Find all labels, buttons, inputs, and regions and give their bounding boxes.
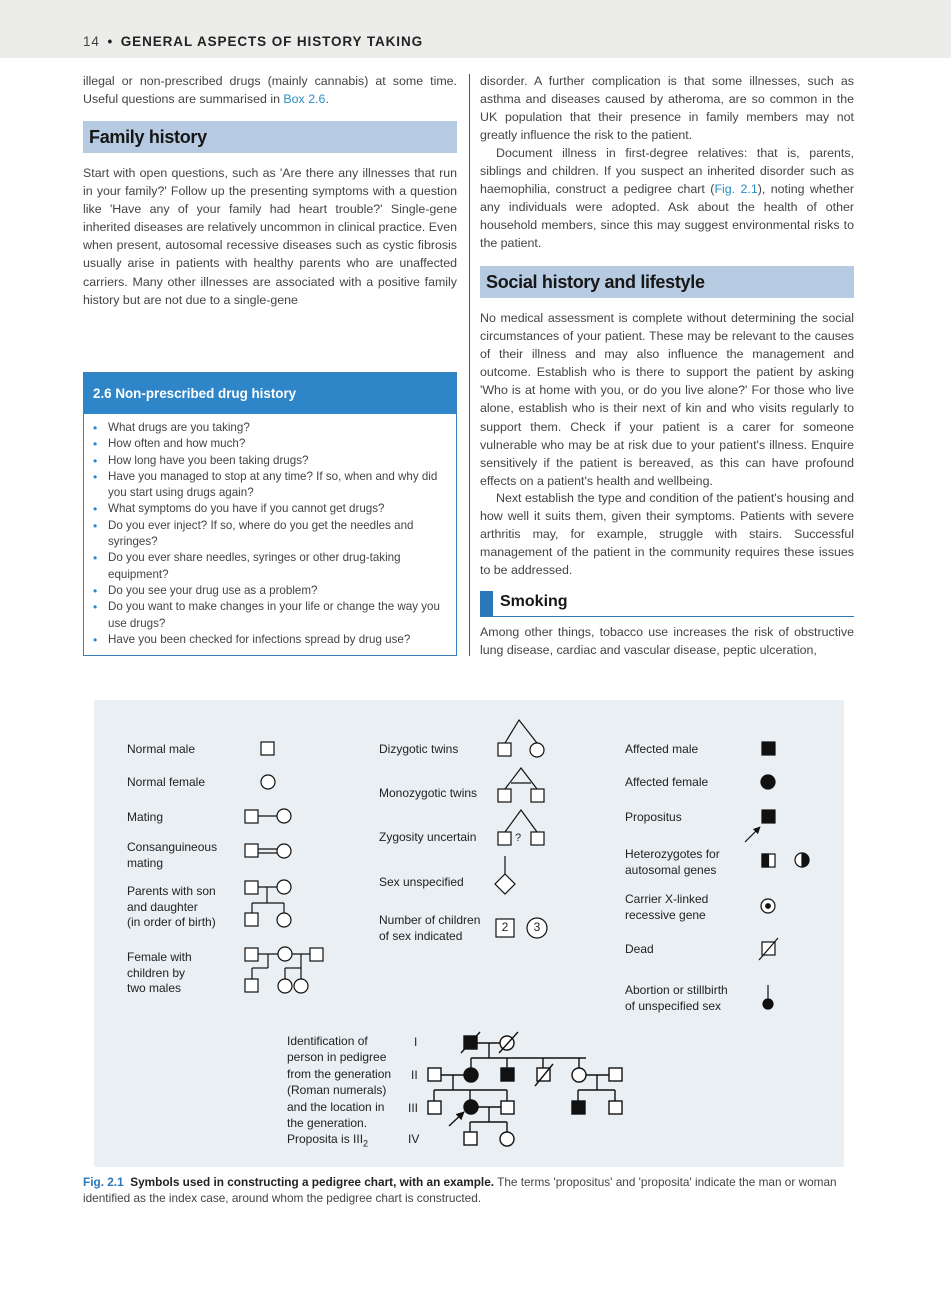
generation-label-iv: IV xyxy=(408,1132,420,1146)
example-proposita-subscript: 2 xyxy=(363,1138,369,1149)
caption-text: The terms 'propositus' and 'proposita' indicate the man or woman identified as the index case, around whom the pedigree chart is constructed. xyxy=(83,1175,837,1205)
family-history-paragraph: Start with open questions, such as 'Are there any illnesses that run in your family?' Follow up the presenting symptoms with a question like 'Have any of your family had heart trouble?' Single-gene inherited diseases are relatively uncommon in clinical practice. Even when present, autosomal recessive diseases such as cystic fibrosis usually arise in patients with healthy parents who are unaffected carriers. Many other illnesses are associated with a positive family history but are not due to a single-gene xyxy=(83,166,457,307)
sex-unspecified-symbol xyxy=(495,856,515,894)
parents-children-symbol xyxy=(245,880,291,927)
label-hetero-line2: autosomal genes xyxy=(625,862,717,877)
family-history-heading: Family history xyxy=(83,121,457,153)
label-abortion-line2: of unspecified sex xyxy=(625,998,722,1013)
label-hetero-line1: Heterozygotes for xyxy=(625,847,720,861)
p2-text-b: ), noting whether any individuals were adopted. Ask about the health of other household members, since this may suggest environmental risks to the patient. xyxy=(480,182,855,251)
monozygotic-twins-symbol xyxy=(498,768,544,802)
dizygotic-twins-symbol xyxy=(498,720,544,757)
caption-fig-number: Fig. 2.1 xyxy=(83,1175,124,1189)
page-number: 14 xyxy=(83,34,100,49)
box-question-text: Have you been checked for infections spread by drug use? xyxy=(108,632,411,646)
label-monozygotic-twins: Monozygotic twins xyxy=(379,786,478,800)
label-parents-line1: Parents with son xyxy=(127,884,216,898)
label-carrier-line2: recessive gene xyxy=(625,907,706,922)
label-dead: Dead xyxy=(625,942,654,956)
label-affected-male: Affected male xyxy=(625,742,699,756)
propositus-symbol xyxy=(745,810,775,842)
box-question-text: How long have you been taking drugs? xyxy=(108,453,309,467)
box-question-text: Do you ever share needles, syringes or other drug-taking equipment? xyxy=(108,551,401,581)
label-mating: Mating xyxy=(127,810,164,824)
dead-symbol xyxy=(759,938,778,960)
box-question-text: Do you see your drug use as a problem? xyxy=(108,583,318,597)
label-number-line2: of sex indicated xyxy=(379,928,463,943)
bullet-marker: • xyxy=(93,469,98,484)
bullet-marker: • xyxy=(93,421,98,435)
label-affected-female: Affected female xyxy=(625,775,709,789)
bullet-marker: • xyxy=(93,632,98,647)
bullet-marker: • xyxy=(93,583,98,598)
female-two-males-symbol xyxy=(245,947,323,993)
bullet-marker: • xyxy=(93,551,98,566)
label-carrier-line1: Carrier X-linked xyxy=(625,892,709,906)
heterozygotes-symbol xyxy=(762,853,809,867)
bullet-marker: • xyxy=(93,502,98,517)
right-paragraph-3: No medical assessment is complete without determining the social circumstances of your patient. These may be relevant to the causes of their illness and may also influence the management and outcome. Establish who is there to support the patient by asking 'Who is at home with you, or do you live alone?' For those who live alone, establish who is their next of kin and who visits regularly to support them. Check if your patient is a carer for someone vulnerable who may be at risk due to your patient's illness. Enquire sensitively if the patient is bereaved, as this can have profound effects on a patient's health and wellbeing. xyxy=(480,311,854,488)
fig-2-1-link[interactable]: Fig. 2.1 xyxy=(714,182,758,197)
label-sex-unspecified: Sex unspecified xyxy=(379,875,464,889)
label-dizygotic-twins: Dizygotic twins xyxy=(379,742,459,756)
abortion-symbol xyxy=(763,985,773,1009)
bullet-marker: • xyxy=(93,453,98,468)
intro-end: . xyxy=(325,92,329,107)
normal-male-symbol xyxy=(261,742,274,755)
label-consanguineous-line1: Consanguineous xyxy=(127,840,218,854)
example-proposita-text: Proposita is III xyxy=(287,1132,364,1147)
label-zygosity-uncertain: Zygosity uncertain xyxy=(379,830,477,844)
example-line3: from the generation xyxy=(287,1066,392,1081)
affected-male-symbol xyxy=(762,742,775,755)
social-history-heading: Social history and lifestyle xyxy=(480,266,854,298)
bullet-marker: • xyxy=(93,437,98,452)
affected-female-symbol xyxy=(761,775,775,789)
label-consanguineous-line2: mating xyxy=(127,855,164,870)
box-title: 2.6 Non-prescribed drug history xyxy=(84,373,456,414)
header-title: GENERAL ASPECTS OF HISTORY TAKING xyxy=(120,34,424,49)
right-paragraph-5: Among other things, tobacco use increases the risk of obstructive lung disease, cardiac and vascular disease, peptic ulceration, xyxy=(480,625,854,658)
caption-title: Symbols used in constructing a pedigree chart, with an example. xyxy=(130,1175,495,1189)
p4-text: Next establish the type and condition of the patient's housing and how well it suits them, given their symptoms. Patients with severe arthritis may, for example, struggle with stairs. Successful management of the patient in the community requires these issues to be addressed. xyxy=(480,491,854,578)
generation-label-ii: II xyxy=(411,1068,418,1082)
label-normal-male: Normal male xyxy=(127,742,196,756)
bullet-marker: • xyxy=(93,518,98,533)
smoking-heading: Smoking xyxy=(500,593,568,610)
number-male-value: 2 xyxy=(501,920,509,934)
header-bullet: • xyxy=(107,34,114,49)
example-line5: and the location in xyxy=(287,1099,385,1114)
generation-label-i: I xyxy=(414,1035,418,1049)
normal-female-symbol xyxy=(261,775,275,789)
box-question-text: What symptoms do you have if you cannot get drugs? xyxy=(108,502,385,516)
bullet-marker: • xyxy=(93,600,98,615)
consanguineous-symbol xyxy=(245,844,291,858)
label-number-line1: Number of children xyxy=(379,913,481,927)
example-line4: (Roman numerals) xyxy=(287,1083,387,1098)
label-female-line1: Female with xyxy=(127,950,192,964)
label-propositus: Propositus xyxy=(625,810,682,824)
p2-text-a: Document illness in first-degree relatives: that is, parents, siblings and children. If you suspect an inherited disorder such as haemophilia, construct a pedigree chart ( xyxy=(480,146,854,197)
label-parents-line2: and daughter xyxy=(127,899,198,914)
label-parents-line3: (in order of birth) xyxy=(127,915,216,929)
label-female-line3: two males xyxy=(127,981,182,995)
box-question-text: Do you want to make changes in your life or change the way you use drugs? xyxy=(108,600,440,630)
zygosity-question-mark: ? xyxy=(515,832,522,844)
label-normal-female: Normal female xyxy=(127,775,206,789)
label-abortion-line1: Abortion or stillbirth xyxy=(625,983,728,997)
intro-text: illegal or non-prescribed drugs (mainly cannabis) at some time. Useful questions are summarised in xyxy=(83,74,457,107)
example-pedigree xyxy=(428,1032,622,1146)
mating-symbol xyxy=(245,809,291,823)
example-line6: the generation. xyxy=(287,1116,368,1131)
label-female-line2: children by xyxy=(127,965,186,980)
example-line1: Identification of xyxy=(287,1034,368,1048)
figure-caption xyxy=(83,1174,843,1206)
box-question-text: What drugs are you taking? xyxy=(108,421,250,434)
box-2-6-link[interactable]: Box 2.6 xyxy=(283,92,326,107)
box-question-text: How often and how much? xyxy=(108,437,246,451)
number-female-value: 3 xyxy=(533,920,541,934)
right-paragraph-1: disorder. A further complication is that some illnesses, such as asthma and diseases caused by atheroma, are so common in the UK population that their presence in family members may not greatly influence the risk to the patient. xyxy=(480,74,854,143)
carrier-dot xyxy=(766,904,771,909)
example-line2: person in pedigree xyxy=(287,1050,387,1065)
box-question-text: Have you managed to stop at any time? If so, when and why did you start using drugs again? xyxy=(108,469,438,500)
box-question-text: Do you ever inject? If so, where do you get the needles and syringes? xyxy=(108,518,414,549)
generation-label-iii: III xyxy=(408,1101,419,1115)
